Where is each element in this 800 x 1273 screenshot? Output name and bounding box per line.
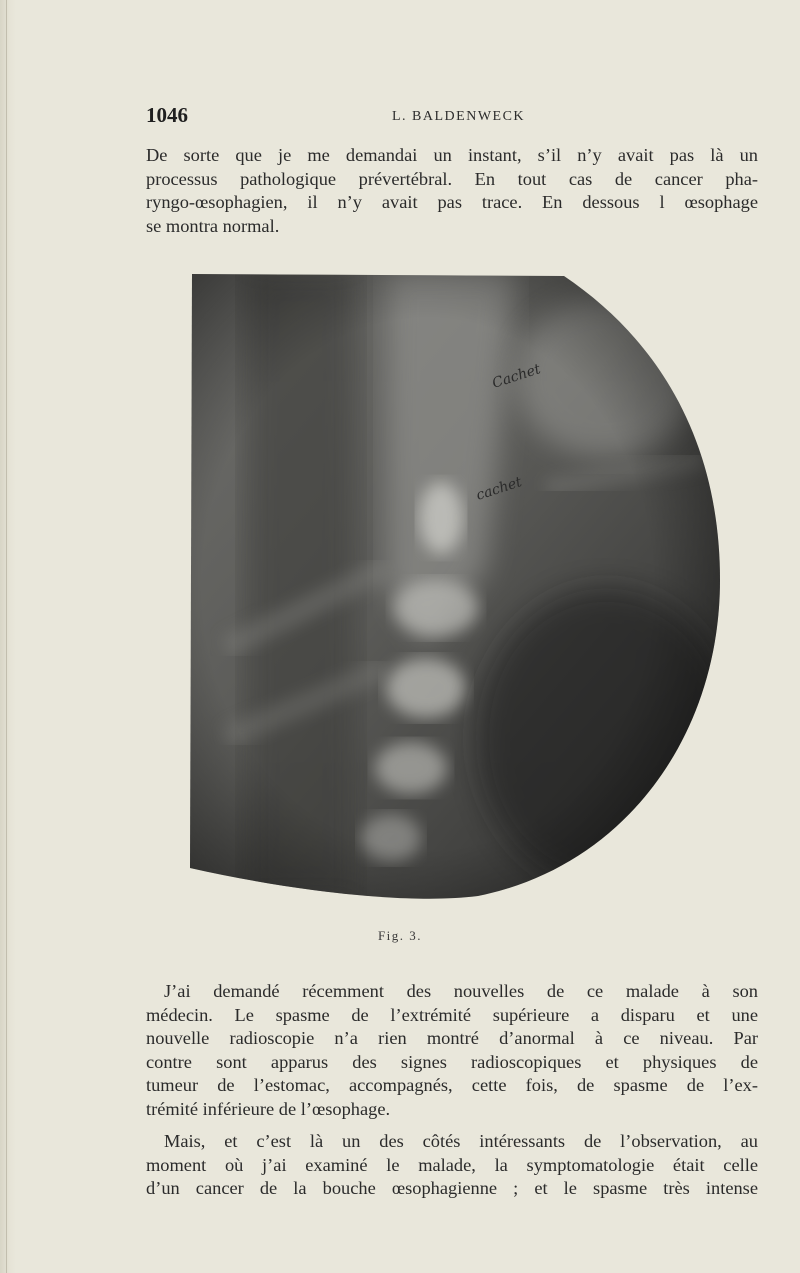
text-line: De sorte que je me demandai un instant, s’il n’y avait pas là un bbox=[146, 145, 758, 165]
radiograph-image bbox=[186, 268, 722, 900]
radiograph-figure bbox=[186, 268, 722, 900]
text-line: ryngo-œsophagien, il n’y avait pas trace. En dessous l œsophage bbox=[146, 192, 758, 212]
text-line: d’un cancer de la bouche œsophagienne ; et le spasme très intense bbox=[146, 1178, 758, 1198]
text-line: moment où j’ai examiné le malade, la symptomatologie était celle bbox=[146, 1154, 758, 1175]
text-line: trémité inférieure de l’œsophage. bbox=[146, 1098, 391, 1119]
text-line: nouvelle radioscopie n’a rien montré d’anormal à ce niveau. Par bbox=[146, 1028, 758, 1048]
text-line: processus pathologique prévertébral. En tout cas de cancer pha- bbox=[146, 168, 758, 189]
page-binding-edge bbox=[0, 0, 16, 1273]
text-line: tumeur de l’estomac, accompagnés, cette fois, de spasme de l’ex- bbox=[146, 1075, 758, 1095]
running-title-author: L. BALDENWECK bbox=[392, 109, 526, 124]
text-line: J’ai demandé récemment des nouvelles de ce malade à son bbox=[164, 981, 758, 1001]
annotation-label: Cachet bbox=[490, 361, 543, 392]
text-line: médecin. Le spasme de l’extrémité supérieure a disparu et une bbox=[146, 1004, 758, 1025]
text-line: se montra normal. bbox=[146, 215, 280, 236]
figure-caption: Fig. 3. bbox=[377, 928, 423, 943]
page-number: 1046 bbox=[146, 103, 188, 127]
annotation-label: cachet bbox=[474, 474, 524, 504]
text-line: Mais, et c’est là un des côtés intéressants de l’observation, au bbox=[164, 1131, 758, 1151]
paragraph-3 bbox=[146, 1130, 758, 1201]
text-line: contre sont apparus des signes radioscopiques et physiques de bbox=[146, 1051, 758, 1072]
running-head bbox=[146, 103, 756, 131]
paragraph-2 bbox=[146, 980, 758, 1121]
paragraph-1 bbox=[146, 144, 758, 238]
